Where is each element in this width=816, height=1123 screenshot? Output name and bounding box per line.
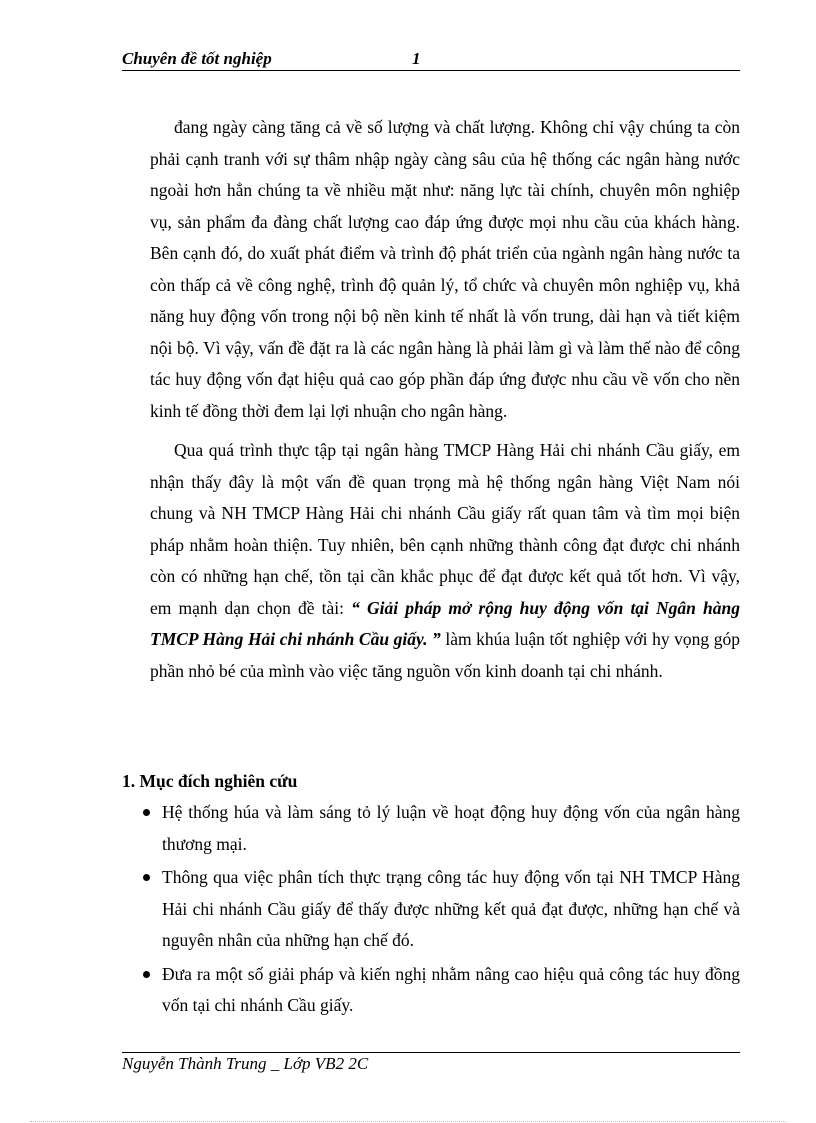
list-item-text: Đưa ra một số giải pháp và kiến nghị nhằm nâng cao hiệu quả công tác huy đồng vốn tại chi nhánh Cầu giấy.	[162, 963, 740, 1015]
thesis-topic: “ Giải pháp mở rộng huy động vốn tại Ngân hàng TMCP Hàng Hải chi nhánh Cầu giấy. ”	[150, 597, 740, 649]
page-header	[122, 48, 740, 71]
page-bottom-border	[30, 1121, 786, 1122]
paragraph-2	[150, 435, 740, 687]
paragraph-2-outro: làm khúa luận tốt nghiệp với hy vọng góp phần nhỏ bé của mình vào việc tăng nguồn vốn kinh doanh tại chi nhánh.	[150, 629, 740, 681]
bullet-icon	[143, 971, 150, 978]
list-item	[162, 862, 740, 957]
objectives-list	[162, 797, 740, 1024]
paragraph-1: đang ngày càng tăng cả về số lượng và chất lượng. Không chỉ vậy chúng ta còn phải cạnh tranh với sự thâm nhập ngày càng sâu của hệ thống các ngân hàng nước ngoài hơn hẳn chúng ta về nhiều mặt như: năng lực tài chính, chuyên môn nghiệp vụ, sản phẩm đa đàng chất lượng cao đáp ứng được mọi nhu cầu của khách hàng. Bên cạnh đó, do xuất phát điểm và trình độ phát triển của ngành ngân hàng nước ta còn thấp cả về công nghệ, trình độ quản lý, tổ chức và chuyên môn nghiệp vụ, khả năng huy động vốn trong nội bộ nền kinh tế nhất là vốn trung, dài hạn và tiết kiệm nội bộ. Vì vậy, vấn đề đặt ra là các ngân hàng là phải làm gì và làm thế nào để công tác huy động vốn đạt hiệu quả cao góp phần đáp ứng được nhu cầu về vốn cho nền kinh tế đồng thời đem lại lợi nhuận cho ngân hàng.	[150, 117, 740, 421]
body-text	[150, 112, 740, 687]
list-item	[162, 959, 740, 1022]
page-number: 1	[412, 49, 421, 68]
list-item-text: Thông qua việc phân tích thực trạng công tác huy động vốn tại NH TMCP Hàng Hải chi nhánh Cầu giấy để thấy được những kết quả đạt được, những hạn chế và nguyên nhân của những hạn chế đó.	[162, 867, 740, 950]
bullet-icon	[143, 874, 150, 881]
header-title: Chuyên đề tốt nghiệp	[122, 49, 272, 68]
footer-divider	[122, 1052, 740, 1053]
list-item	[162, 797, 740, 860]
section-heading: 1. Mục đích nghiên cứu	[122, 771, 298, 791]
bullet-icon	[143, 809, 150, 816]
paragraph-2-intro: Qua quá trình thực tập tại ngân hàng TMCP Hàng Hải chi nhánh Cầu giấy, em nhận thấy đây là một vấn đề quan trọng mà hệ thống ngân hàng Việt Nam nói chung và NH TMCP Hàng Hải chi nhánh Cầu giấy rất quan tâm và tìm mọi biện pháp nhằm hoàn thiện. Tuy nhiên, bên cạnh những thành công đạt được chi nhánh còn có những hạn chế, tồn tại cần khắc phục để đạt được kết quả tốt hơn. Vì vậy, em mạnh dạn chọn đề tài:	[150, 440, 740, 618]
list-item-text: Hệ thống húa và làm sáng tỏ lý luận về hoạt động huy động vốn của ngân hàng thương mại.	[162, 802, 740, 854]
footer-author: Nguyễn Thành Trung _ Lớp VB2 2C	[122, 1054, 369, 1073]
